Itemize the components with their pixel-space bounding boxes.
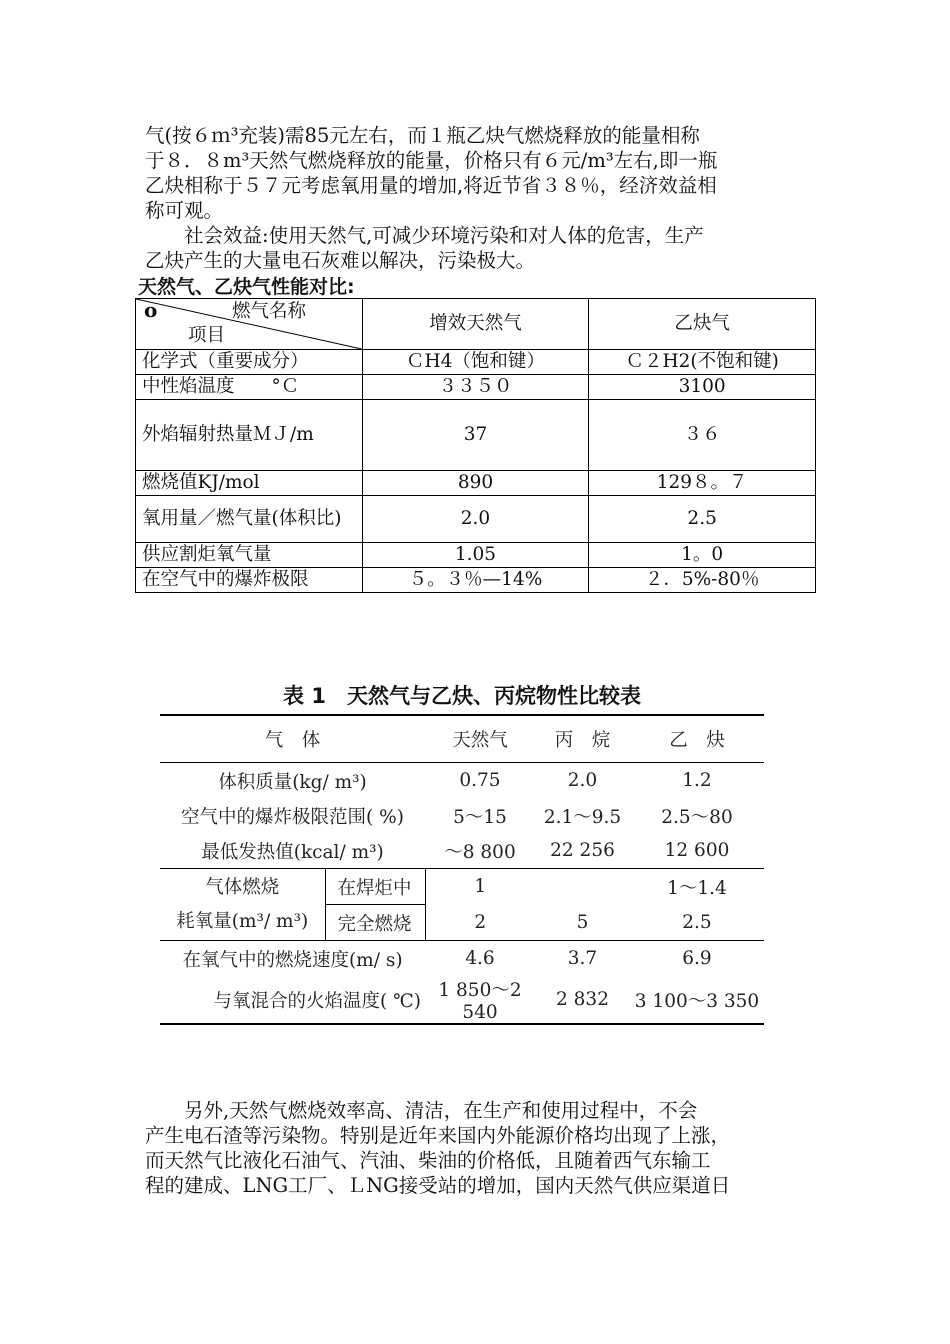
paragraph-additional-benefits: [145, 1098, 825, 1198]
cell-natural-gas: ～8 800: [425, 833, 535, 869]
cell-natural-gas: 0.75: [459, 770, 501, 791]
paragraph-line: 气(按６ｍ³充装)需85元左右，而１瓶乙炔气燃烧释放的能量相称: [145, 124, 700, 147]
table-title: 表 1 天然气与乙炔、丙烷物性比较表: [283, 684, 641, 708]
table-row: [136, 496, 816, 543]
paragraph-line: 产生电石渣等污染物。特别是近年来国内外能源价格均出现了上涨，: [145, 1124, 731, 1147]
header-acetylene: 乙 炔: [630, 716, 764, 763]
cell-acetylene: 2.5: [630, 905, 764, 941]
cell-acetylene: ３６: [589, 400, 816, 471]
header-acetylene: 乙炔气: [589, 299, 816, 350]
section-heading: 天然气、乙炔气性能对比:: [138, 276, 355, 298]
table-row: [136, 350, 816, 375]
cell-propane: 3.7: [567, 948, 598, 969]
table-row: [160, 833, 764, 869]
paragraph-economic-benefit: [145, 123, 825, 273]
paragraph-line: 程的建成、LNG工厂、ＬNG接受站的增加，国内天然气供应渠道日: [145, 1174, 731, 1197]
cell-acetylene: ２．5%-80％: [589, 568, 816, 593]
header-propane: 丙 烷: [535, 716, 630, 763]
diagonal-header-cell: [136, 299, 363, 350]
row-label: 燃烧值KJ/mol: [136, 471, 363, 496]
paragraph-line: 另外,天然气燃烧效率高、清洁，在生产和使用过程中，不会: [145, 1099, 698, 1122]
cell-natural-gas: 2.0: [362, 496, 589, 543]
row-label: 与氧混合的火焰温度( ℃): [160, 976, 425, 1024]
table-header-row: [160, 716, 764, 763]
table-row: [136, 400, 816, 471]
header-natural-gas: 增效天然气: [362, 299, 589, 350]
cell-acetylene: 1.2: [682, 770, 712, 791]
table-row: [160, 763, 764, 799]
cell-natural-gas: 2: [425, 905, 535, 941]
sub-row-label: 完全燃烧: [325, 905, 425, 941]
cell-acetylene: 2.5～80: [661, 806, 733, 828]
header-gas: 气 体: [160, 716, 425, 763]
cell-natural-gas: 1: [474, 876, 487, 898]
cell-acetylene: 6.9: [682, 948, 712, 969]
cell-acetylene: 3100: [589, 375, 816, 400]
row-label: 外焰辐射热量ＭＪ/m: [136, 400, 363, 471]
table-row: [136, 568, 816, 593]
cell-acetylene: 1～1.4: [667, 877, 727, 899]
cell-propane: 5: [535, 905, 630, 941]
cell-propane: 2.1～9.5: [543, 806, 622, 828]
paragraph-line: 称可观。: [145, 199, 224, 222]
cell-acetylene: 2.5: [589, 496, 816, 543]
cell-natural-gas: 1.05: [362, 543, 589, 568]
cell-natural-gas: 1 850～2 540: [425, 976, 535, 1024]
table-row: [160, 798, 764, 833]
row-label: 在氧气中的燃烧速度(m/ s): [182, 949, 403, 971]
row-label: 体积质量(kg/ m³): [218, 771, 367, 793]
circle-mark: o: [144, 298, 158, 322]
oxygen-label-line: 气体燃烧: [205, 876, 280, 898]
paragraph-line: 而天然气比液化石油气、汽油、柴油的价格低，且随着西气东输工: [145, 1149, 711, 1172]
paragraph-line: 于８．８m³天然气燃烧释放的能量，价格只有６元/m³左右,即一瓶: [145, 149, 718, 172]
cell-natural-gas: 37: [362, 400, 589, 471]
header-natural-gas: 天然气: [425, 716, 535, 763]
row-label: 最低发热值(kcal/ m³): [160, 833, 425, 869]
table-row: [160, 941, 764, 977]
cell-propane: 2.0: [567, 770, 598, 791]
oxygen-label-line: 耗氧量(m³/ m³): [176, 910, 309, 932]
paragraph-line: 社会效益:使用天然气,可减少环境污染和对人体的危害，生产: [145, 224, 704, 247]
cell-propane: 2 832: [535, 976, 630, 1024]
cell-acetylene: Ｃ２H2(不饱和键): [589, 350, 816, 375]
cell-acetylene: 129８。７: [589, 471, 816, 496]
cell-acetylene: 12 600: [630, 833, 764, 869]
cell-natural-gas: ＣH4（饱和键）: [362, 350, 589, 375]
paragraph-line: 乙炔产生的大量电石灰难以解决，污染极大。: [145, 249, 536, 272]
gas-performance-table: [135, 298, 816, 593]
row-label: 空气中的爆炸极限范围( %): [181, 806, 404, 828]
row-label: 在空气中的爆炸极限: [136, 568, 363, 593]
cell-natural-gas: 890: [362, 471, 589, 496]
table-row: [136, 375, 816, 400]
cell-acetylene: 1。0: [589, 543, 816, 568]
cell-natural-gas: ３３５０: [362, 375, 589, 400]
paragraph-line: 乙炔相称于５７元考虑氧用量的增加,将近节省３８％，经济效益相: [145, 174, 717, 197]
table-header-row: [136, 299, 816, 350]
cell-propane: 22 256: [535, 833, 630, 869]
header-item: 项目: [188, 325, 226, 346]
cell-natural-gas: 4.6: [465, 948, 495, 969]
header-gas-name: 燃气名称: [232, 301, 307, 322]
cell-natural-gas: ５。３％—14%: [362, 568, 589, 593]
table-row: [136, 471, 816, 496]
cell-natural-gas: 5～15: [453, 806, 507, 828]
table-row: [160, 976, 764, 1024]
sub-row-label: 在焊炬中: [325, 869, 425, 905]
cell-propane: [535, 869, 630, 905]
gas-property-comparison-table: [160, 716, 764, 1025]
row-label: 化学式（重要成分）: [136, 350, 363, 375]
oxygen-consumption-label: [160, 869, 325, 941]
row-label: 氧用量／燃气量(体积比): [136, 496, 363, 543]
row-label: 中性焰温度 °Ｃ: [136, 375, 363, 400]
row-label: 供应割炬氧气量: [136, 543, 363, 568]
table-row: [160, 869, 764, 905]
table-row: [136, 543, 816, 568]
cell-acetylene: 3 100～3 350: [630, 976, 764, 1024]
